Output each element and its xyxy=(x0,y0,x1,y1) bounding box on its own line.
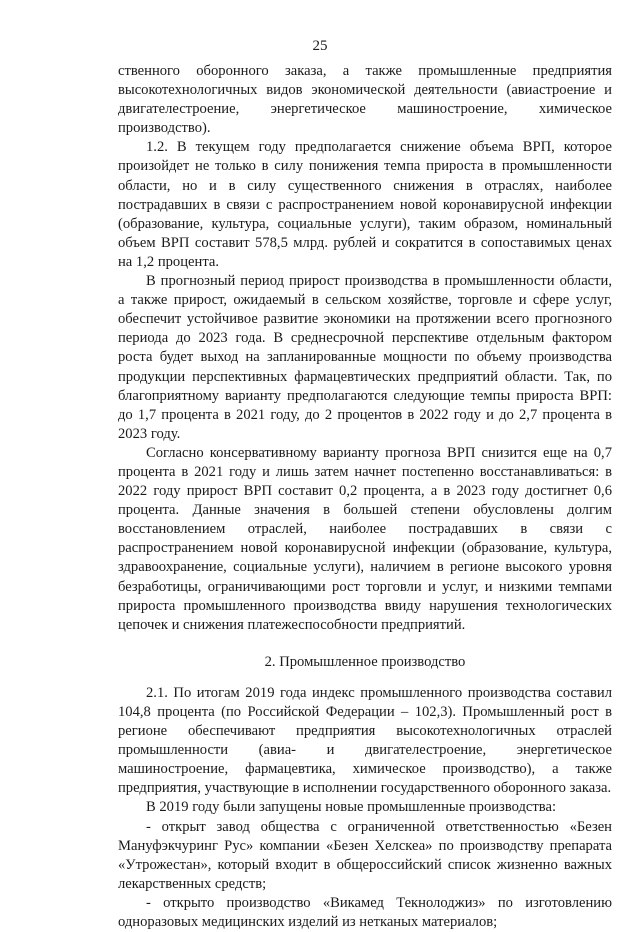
list-item-bezen-plant: - открыт завод общества с ограниченной ответственностью «Безен Мануфэкчуринг Рус» компании «Безен Хелскеа» по производству препарата «Утрожестан», который входит в общероссийский список жизненно важных лекарственных средств; xyxy=(118,818,612,892)
paragraph-conservative-scenario: Согласно консервативному варианту прогноза ВРП снизится еще на 0,7 процента в 2021 году и лишь затем начнет постепенно восстанавливаться: в 2022 году прирост ВРП составит 0,2 процента, а в 2023 году достигнет 0,6 процента. Данные значения в большей степени обусловлены долгим восстановлением отраслей, наиболее пострадавших в связи с распространением новой коронавирусной инфекции (образование, культура, здравоохранение, социальные услуги), наличием в регионе высокого уровня безработицы, ограничивающими рост торговли и услуг, и низкими темпами прироста промышленного производства ввиду нарушения технологических цепочек и снижения платежеспособности предприятий. xyxy=(118,444,612,633)
list-item-vikamed-production: - открыто производство «Викамед Текнолоджиз» по изготовлению одноразовых медицинских изделий из нетканых материалов; xyxy=(118,894,612,931)
section-heading: 2. Промышленное производство xyxy=(264,653,466,670)
paragraph-new-production-intro: В 2019 году были запущены новые промышленные производства: xyxy=(146,799,556,816)
paragraph-continuation: ственного оборонного заказа, а также промышленные предприятия высокотехнологичных видов экономической деятельности (авиастроение и двигателестроение, энергетическое машиностроение, химическое производство). xyxy=(118,63,612,137)
paragraph-forecast-growth: В прогнозный период прирост производства в промышленности области, а также прирост, ожидаемый в сельском хозяйстве, торговле и сфере услуг, обеспечит устойчивое развитие экономики на протяжении всего прогнозного периода до 2023 года. В среднесрочной перспективе отдельным фактором роста будет выход на запланированные мощности по объему производства продукции перспективных фармацевтических предприятий области. Так, по благоприятному варианту предполагаются следующие темпы прироста ВРП: до 1,7 процента в 2021 году, до 2 процентов в 2022 году и до 2,7 процента в 2023 году. xyxy=(118,273,612,442)
page-number: 25 xyxy=(312,38,328,54)
paragraph-2-1-industrial-index: 2.1. По итогам 2019 года индекс промышленного производства составил 104,8 процента (по Российской Федерации – 102,3). Промышленный рост в регионе обеспечивают предприятия высокотехнологичных отраслей промышленности (авиа- и двигателестроение, энергетическое машиностроение, фармацевтика, химическое производство), а также предприятия, участвующие в исполнении государственного оборонного заказа. xyxy=(118,684,612,797)
paragraph-1-2-vrp-decline: 1.2. В текущем году предполагается снижение объема ВРП, которое произойдет не только в силу понижения темпа прироста в промышленности области, но и в силу существенного снижения в отраслях, наиболее пострадавших в связи с распространением новой коронавирусной инфекции (образование, культура, социальные услуги), таким образом, номинальный объем ВРП составит 578,5 млрд. рублей и сократится в сопоставимых ценах на 1,2 процента. xyxy=(118,139,612,270)
page-content xyxy=(118,62,612,932)
